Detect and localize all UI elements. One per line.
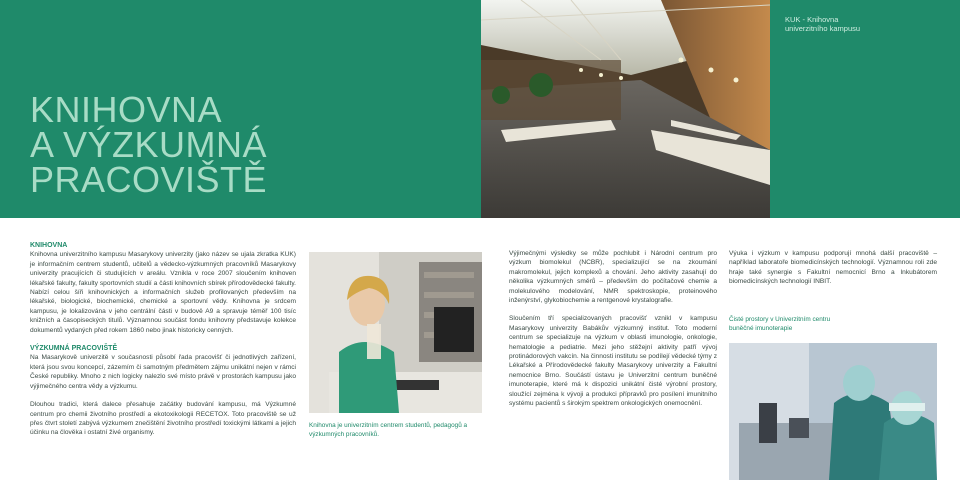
library-interior-photo [481, 0, 770, 218]
page-title [30, 89, 268, 200]
lab-photo-caption: Čisté prostory v Univerzitním centru buněčné imunoterapie [729, 316, 831, 332]
section-heading-research: VÝZKUMNÁ PRACOVIŠTĚ [30, 345, 118, 353]
page-title-line2: A VÝZKUMNÁ [30, 124, 268, 165]
paragraph-babak-institute: Sloučením tří specializovaných pracovišť vznikl v kampusu Masarykovy univerzity Babákův výzkumný institut. Toto moderní centrum se specializuje na výzkum v oblasti imunologie, onkologie, hematologie a pediatrie. Mezi jeho stěžejní aktivity patří vývoj protinádorových vakcín. Na činnosti institutu se podílejí vědecké týmy z Lékařské a Přírodovědecké fakulty Masarykovy univerzity a Fakultní nemocnice Brno. Součástí ústavu je Univerzitní centrum buněčné imunoterapie, které má k dispozici unikátní čisté výrobní prostory, sloužící zejména k vývoji a produkci přípravků pro posílení imunitního systému pacientů s širokým spektrem onkologických onemocnění. [509, 315, 717, 408]
section-heading-library: KNIHOVNA [30, 242, 68, 249]
paragraph-ncbr: Výjimečnými výsledky se může pochlubit i Národní centrum pro výzkum biomolekul (NCBR), specializující se na zkoumání makromolekul, jejich komplexů a chování. Jeho aktivity zasahují do několika výzkumných směrů – především do počítačové chemie a molekulového modelování, NMR spektroskopie, proteinového inženýrství, glykobiochemie a rentgenové krystalografie. [509, 250, 717, 305]
text-column-1 [30, 241, 296, 447]
running-header [785, 15, 860, 33]
text-column-3 [509, 249, 717, 418]
clean-room-lab-photo [729, 343, 937, 480]
page-title-line3: PRACOVIŠTĚ [30, 159, 268, 200]
text-column-4 [729, 249, 937, 296]
librarian-photo-caption: Knihovna je univerzitním centrem studentů, pedagogů a výzkumných pracovníků. [309, 422, 468, 438]
paragraph-library: Knihovna univerzitního kampusu Masarykovy univerzity (jako název se ujala zkratka KUK) je informačním centrem studentů, učitelů a vědecko-výzkumných pracovníků Masarykovy univerzity pracujících či studujících v areálu. Vznikla v roce 2007 sloučením knihoven lékařské fakulty, fakulty sportovních studií a části knihovních sbírek přírodovědecké fakulty. Nabízí celou šíři knihovnických a informačních služeb profilovaných především na lékařské, biologické, biochemické, chemické a sportovní vědy. Knihovna je srdcem kampusu, je lokalizována v jeho centrální části v budově A9 a spravuje téměř 100 tisíc knižních a časopiseckých titulů. Významnou součást fondu knihovny představuje kolekce dokumentů vydaných před rokem 1860 nebo jinak historicky cenných. [30, 251, 296, 334]
librarian-photo [309, 252, 482, 413]
running-header-line1: KUK - Knihovna [785, 15, 839, 24]
paragraph-research-2: Dlouhou tradici, která dalece přesahuje začátky budování kampusu, má Výzkumné centrum pro chemii životního prostředí a ekotoxikologii RECETOX. Toto pracoviště se už přes čtvrt století zabývá výzkumem znečištění životního prostředí toxickými látkami a jejich účinku na člověka i ostatní živé organismy. [30, 401, 296, 437]
paragraph-research-1: Na Masarykově univerzitě v současnosti působí řada pracovišť či jednotlivých zařízení, která jsou svou koncepcí, zázemím či samotným předmětem zájmu unikátní nejen v rámci České republiky. Mnoho z nich logicky nalezlo své místo právě v prostorách kampusu jako výjimečného centra vědy a výzkumu. [30, 354, 296, 390]
running-header-line2: univerzitního kampusu [785, 24, 861, 33]
page-title-line1: KNIHOVNA [30, 89, 223, 130]
paragraph-biomed: Výuka i výzkum v kampusu podporují mnohá další pracoviště – například laboratoře biomedicínských technologií. Významnou roli zde hraje také synergie s Fakultní nemocnicí Brno a Inkubátorem biomedicínských technologií INBIT. [729, 250, 937, 286]
